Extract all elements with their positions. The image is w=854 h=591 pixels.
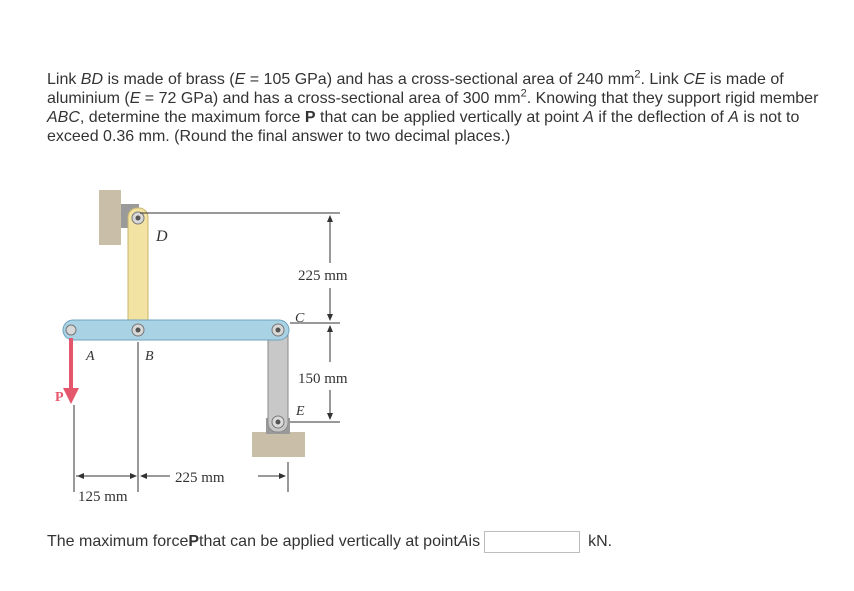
label-d: D xyxy=(156,228,168,245)
answer-middle: that can be applied vertically at point xyxy=(199,533,458,550)
pin-a xyxy=(66,325,76,335)
dim-label-225-vertical: 225 mm xyxy=(298,268,348,284)
label-a: A xyxy=(86,349,95,364)
answer-is: is xyxy=(468,533,481,550)
problem-statement: Link BD is made of brass (E = 105 GPa) and has a cross-sectional area of 240 $mm^2$. Link CE is made of aluminium (E = 72 GPa) and has a cross-sectional area of 300 $mm^2$. Knowing that they support rigid member ABC, determine the maximum force P that can be applied vertically at point A if the deflection of A is not to exceed 0.36 mm. (Round the final answer to two decimal places.) xyxy=(47,68,819,145)
label-e: E xyxy=(296,404,305,419)
support-e xyxy=(252,432,305,457)
label-b: B xyxy=(145,349,154,364)
label-c: C xyxy=(295,311,305,326)
pin-e-center xyxy=(276,420,281,425)
pin-b-center xyxy=(136,328,141,333)
answer-row xyxy=(47,530,612,554)
dim-label-150: 150 mm xyxy=(298,371,348,387)
answer-unit: kN. xyxy=(588,533,613,550)
force-p-arrowhead xyxy=(63,388,79,404)
answer-a: A xyxy=(457,533,469,550)
member-abc xyxy=(63,320,289,340)
pin-c-center xyxy=(276,328,281,333)
pin-d-center xyxy=(136,216,141,221)
answer-input[interactable] xyxy=(484,531,580,553)
answer-prefix: The maximum force xyxy=(47,533,189,550)
dim-label-225-horizontal: 225 mm xyxy=(175,470,225,486)
answer-p: P xyxy=(188,533,200,550)
label-p: P xyxy=(55,390,64,405)
support-d xyxy=(99,190,121,245)
dim-label-125: 125 mm xyxy=(78,489,128,505)
